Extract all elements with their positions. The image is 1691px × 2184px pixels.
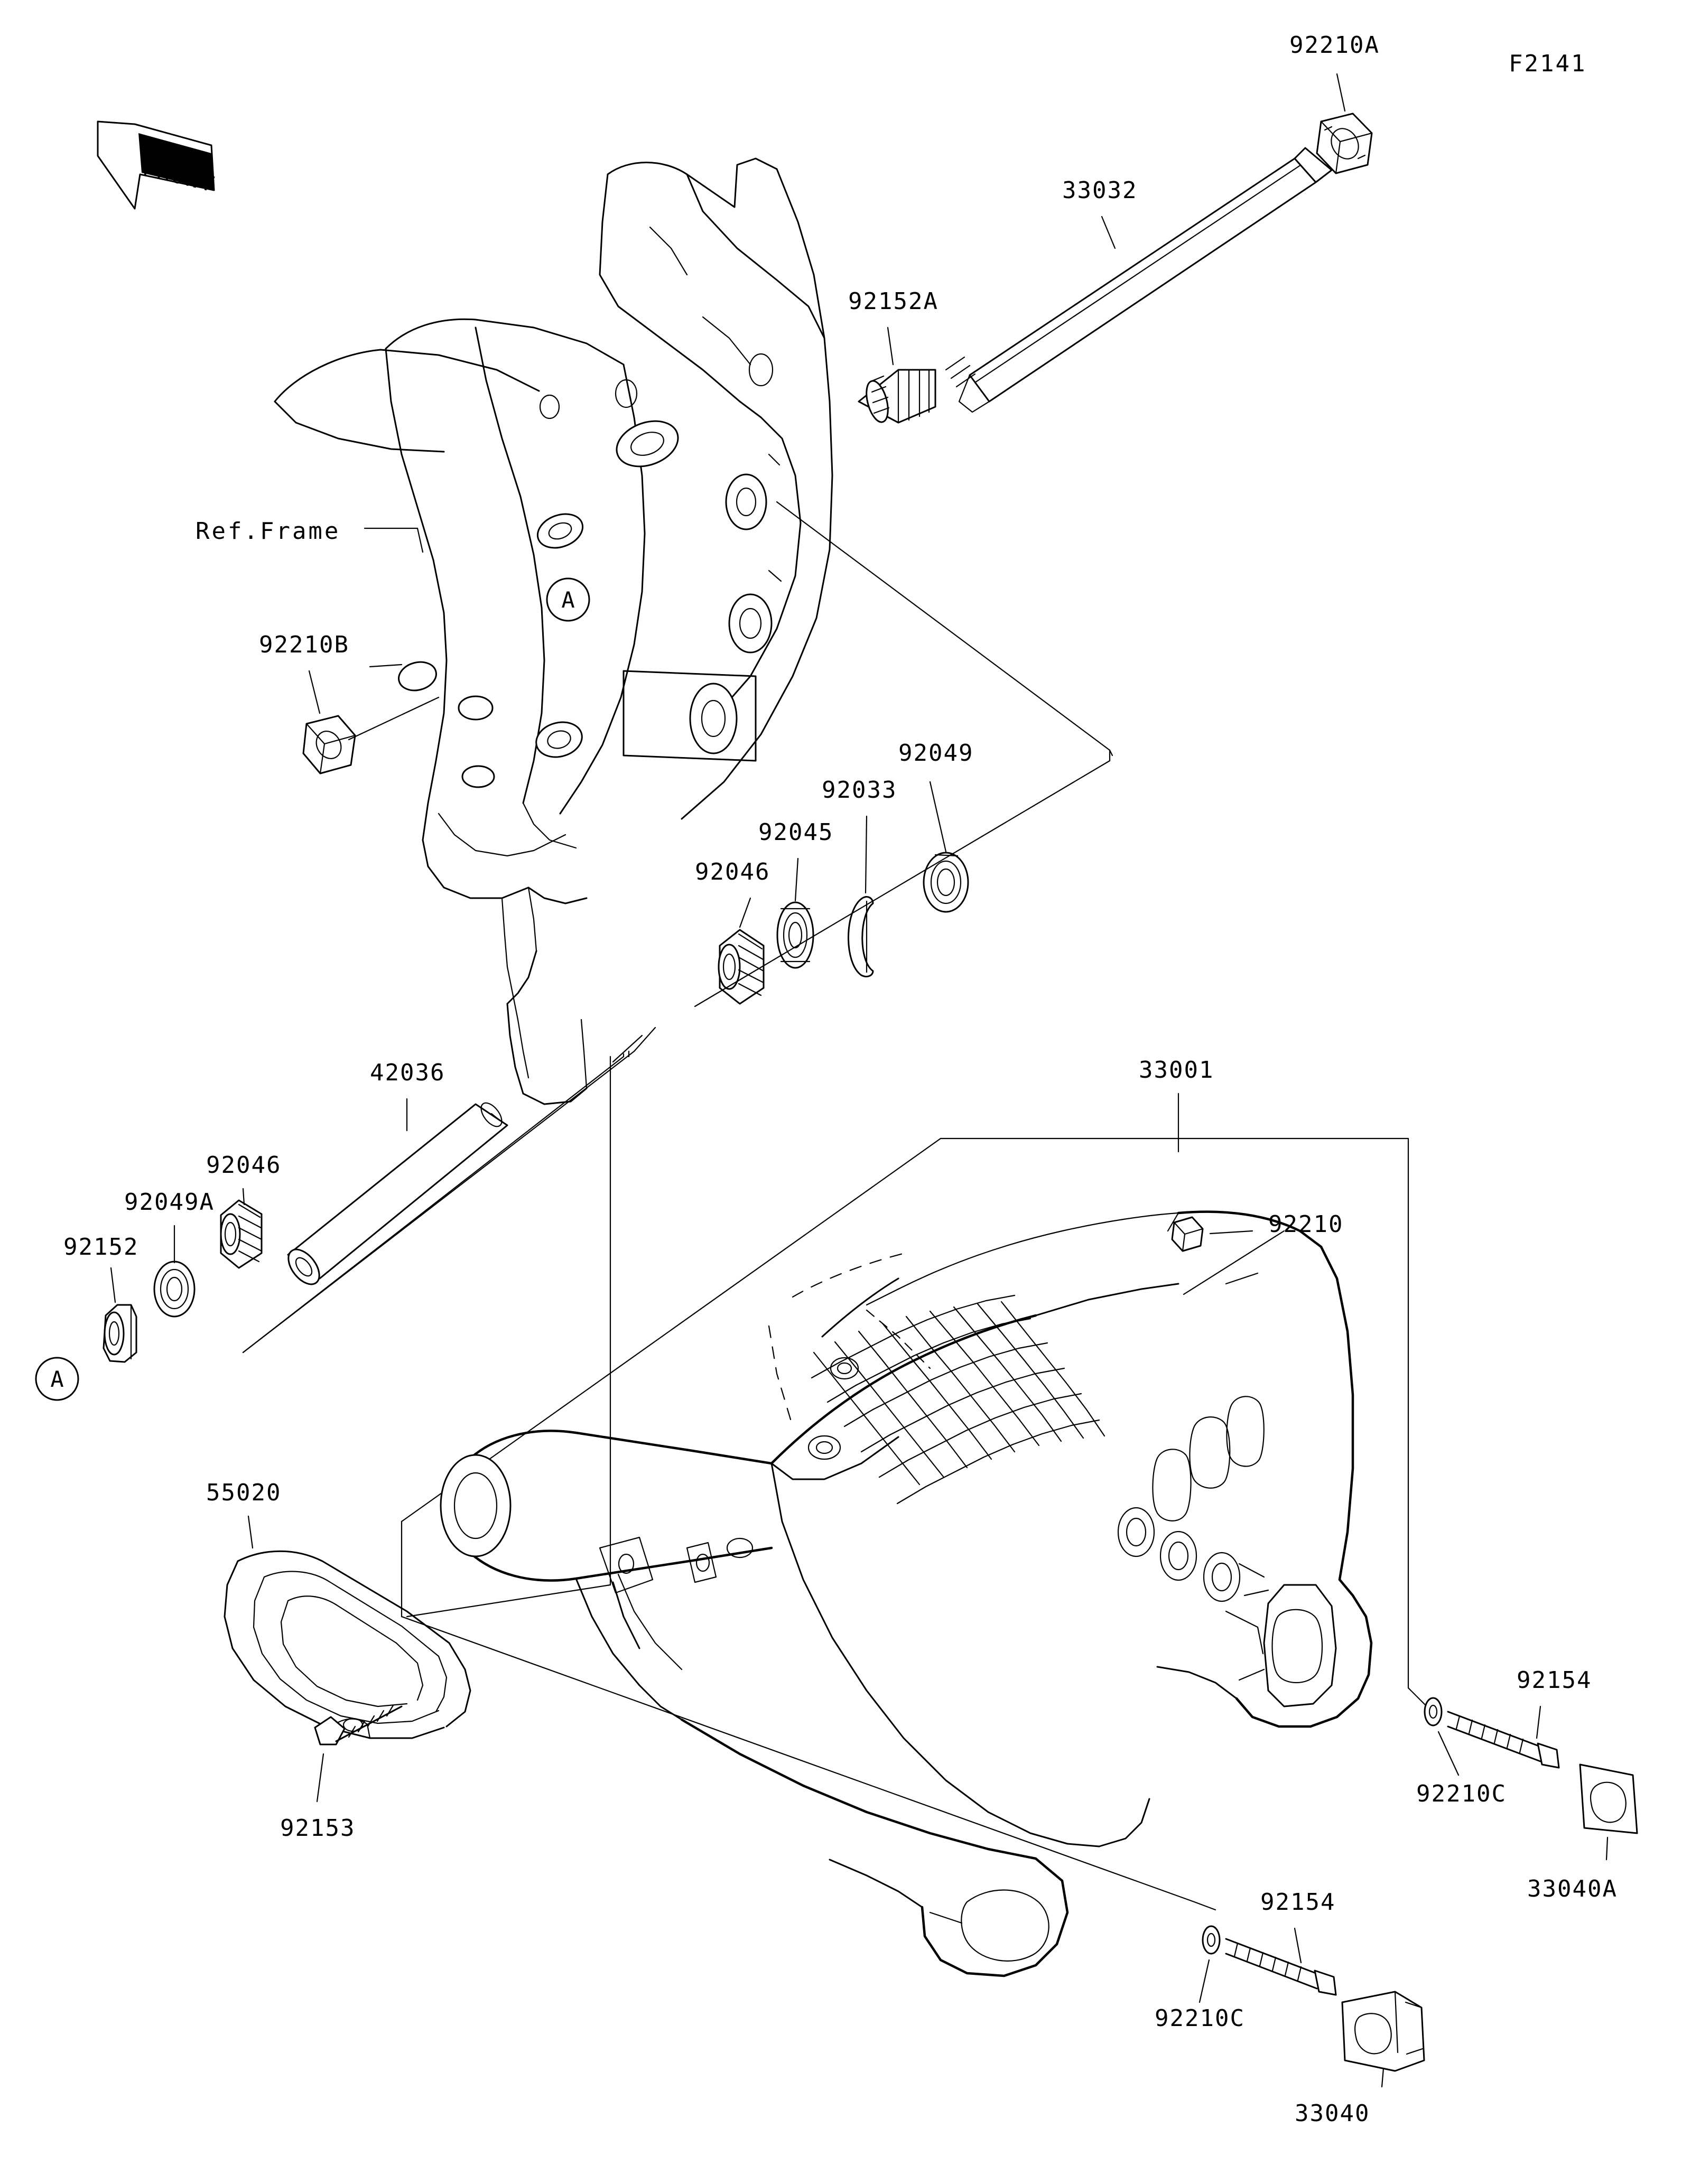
svg-text:FRONT: FRONT [140, 156, 218, 198]
part-label-92210B: 92210B [259, 631, 349, 658]
part-label-92153: 92153 [280, 1815, 356, 1842]
part-92210B-nut [303, 716, 355, 773]
leader-92210A [1337, 74, 1345, 111]
leader-92154-right [1537, 1706, 1540, 1738]
part-label-ref-frame: Ref.Frame [196, 518, 341, 545]
shaft-thread-detail [946, 357, 975, 387]
part-label-92210A: 92210A [1289, 32, 1380, 59]
leader-92049 [930, 782, 946, 852]
part-label-92154-right: 92154 [1517, 1667, 1592, 1694]
leader-92154-bottom [1295, 1928, 1301, 1963]
part-33040A-chain-adjuster [1580, 1765, 1637, 1833]
part-label-92210: 92210 [1268, 1211, 1344, 1238]
part-55020-chain-guard [225, 1551, 470, 1738]
part-33040-chain-adjuster [1342, 1992, 1424, 2071]
part-label-92049: 92049 [898, 740, 974, 767]
part-92154-bolt-right [1448, 1712, 1559, 1768]
leader-ref-frame [365, 528, 423, 552]
callout-circle-a-lower [36, 1358, 78, 1400]
part-92046-needle-bearing-lower [221, 1200, 262, 1268]
leader-92046-upper [740, 898, 750, 927]
leader-55020 [248, 1516, 253, 1548]
swingarm-axle-slot [1239, 1564, 1336, 1706]
part-label-92033: 92033 [822, 777, 897, 804]
part-label-92152: 92152 [63, 1234, 139, 1261]
leader-92210C-right [1438, 1732, 1458, 1775]
part-label-92210C-right: 92210C [1416, 1780, 1507, 1807]
part-92210C-washer-bottom [1203, 1926, 1220, 1954]
part-label-33001: 33001 [1139, 1057, 1214, 1084]
sheet-code: F2141 [1509, 50, 1587, 77]
part-92210C-washer-right [1425, 1698, 1442, 1725]
part-label-92152A: 92152A [848, 288, 939, 315]
part-label-92154-bottom: 92154 [1260, 1889, 1336, 1916]
part-label-33040: 33040 [1295, 2100, 1370, 2127]
front-arrow-marker [98, 122, 218, 209]
part-label-92045: 92045 [758, 819, 834, 846]
part-92152A-collar [859, 370, 935, 424]
leader-33032 [1102, 217, 1115, 248]
part-label-33040A: 33040A [1527, 1875, 1618, 1902]
callout-circle-a-frame [547, 578, 589, 621]
svg-text:A: A [561, 587, 575, 613]
leader-92210B-2 [349, 697, 439, 740]
leader-33040 [1382, 2068, 1383, 2087]
part-92045-ball-bearing [777, 902, 813, 968]
part-label-92210C-bottom: 92210C [1155, 2005, 1245, 2032]
part-92210-nut [1172, 1217, 1203, 1251]
leader-92033 [866, 816, 867, 893]
part-label-92046-upper: 92046 [695, 858, 770, 885]
part-92049-oil-seal [924, 853, 968, 912]
part-92049A-oil-seal [154, 1262, 194, 1317]
leader-92210B [309, 671, 320, 713]
leader-92153 [317, 1754, 323, 1802]
svg-text:A: A [50, 1366, 64, 1392]
leader-92045 [795, 858, 798, 901]
part-33032-pivot-shaft [946, 148, 1332, 412]
part-label-92046-lower: 92046 [206, 1152, 282, 1179]
part-label-42036: 42036 [370, 1059, 445, 1086]
part-42036-collar-tube [282, 1099, 507, 1290]
part-label-33032: 33032 [1062, 177, 1138, 204]
part-92152-collar [104, 1305, 136, 1362]
leader-92210 [1210, 1231, 1252, 1234]
part-33001-swingarm [441, 1212, 1371, 1976]
swingarm-mesh-texture [812, 1295, 1104, 1504]
leader-92152 [111, 1268, 115, 1302]
leader-92152A [888, 328, 893, 365]
swingarm-lightening-slots [1118, 1396, 1264, 1601]
part-label-55020: 55020 [206, 1479, 282, 1506]
explosion-guides [243, 502, 1427, 1910]
part-92046-needle-bearing-upper [719, 930, 764, 1004]
leader-33040A [1606, 1837, 1608, 1860]
leader-92210C-bottom [1200, 1960, 1209, 2002]
part-92154-bolt-bottom [1226, 1939, 1336, 1995]
part-label-92049A: 92049A [124, 1189, 215, 1216]
